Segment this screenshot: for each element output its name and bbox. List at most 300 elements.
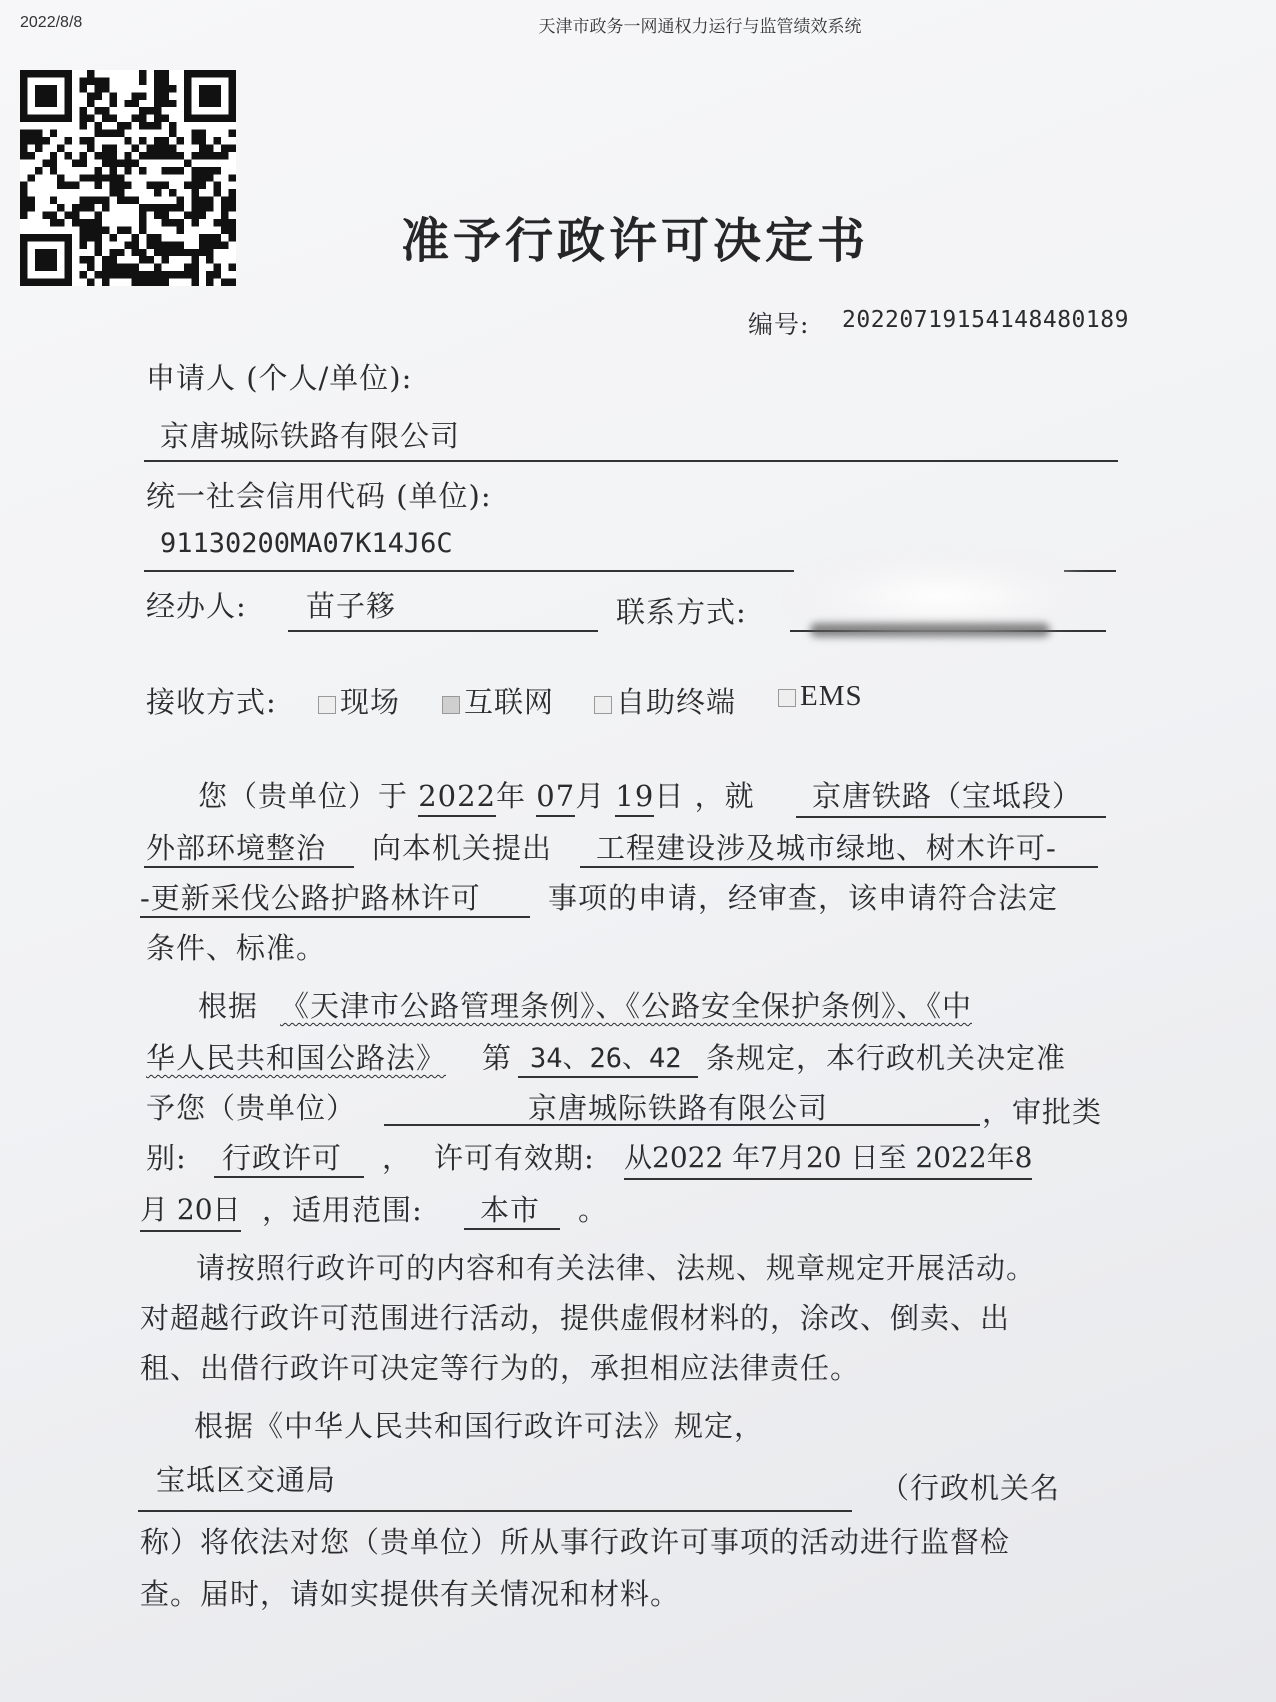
checkbox-onsite[interactable] <box>318 696 336 714</box>
qr-module <box>184 271 191 278</box>
text: 您（贵单位）于 <box>198 779 409 813</box>
qr-module <box>20 204 27 211</box>
qr-module <box>147 204 154 211</box>
qr-module <box>176 271 183 278</box>
qr-module <box>80 159 87 166</box>
qr-module <box>27 174 34 181</box>
qr-module <box>117 159 124 166</box>
qr-module <box>124 264 131 271</box>
qr-module <box>191 152 198 159</box>
qr-module <box>102 279 109 286</box>
qr-module <box>80 115 87 122</box>
qr-module <box>124 100 131 107</box>
qr-module <box>65 182 72 189</box>
qr-module <box>206 152 213 159</box>
qr-module <box>124 159 131 166</box>
qr-module <box>94 152 101 159</box>
qr-module <box>57 182 64 189</box>
qr-module <box>221 197 228 204</box>
qr-module <box>169 100 176 107</box>
para2-text-b: 第 <box>482 1041 513 1075</box>
qr-module <box>117 189 124 196</box>
receive-option-onsite[interactable] <box>318 680 400 721</box>
qr-module <box>162 137 169 144</box>
qr-module <box>162 271 169 278</box>
scope-underline <box>464 1228 560 1230</box>
qr-module <box>80 226 87 233</box>
qr-module <box>20 182 27 189</box>
qr-module <box>199 144 206 151</box>
qr-module <box>147 241 154 248</box>
para3-line3: 租、出借行政许可决定等行为的，承担相应法律责任。 <box>140 1351 861 1385</box>
qr-module <box>154 249 161 256</box>
qr-module <box>191 271 198 278</box>
qr-module <box>154 241 161 248</box>
qr-module <box>154 152 161 159</box>
qr-module <box>20 152 27 159</box>
qr-module <box>147 234 154 241</box>
qr-module <box>94 107 101 114</box>
qr-module <box>72 212 79 219</box>
qr-module <box>214 167 221 174</box>
qr-module <box>221 204 228 211</box>
redacted-contact-shadow <box>810 623 1050 637</box>
qr-module <box>27 152 34 159</box>
qr-module <box>87 70 94 77</box>
qr-module <box>154 234 161 241</box>
qr-module <box>191 137 198 144</box>
qr-module <box>124 241 131 248</box>
qr-module <box>199 174 206 181</box>
qr-module <box>162 100 169 107</box>
qr-module <box>20 189 27 196</box>
qr-module <box>229 279 236 286</box>
qr-module <box>117 264 124 271</box>
qr-module <box>87 219 94 226</box>
qr-module <box>139 219 146 226</box>
qr-module <box>139 115 146 122</box>
qr-module <box>50 212 57 219</box>
qr-module <box>191 197 198 204</box>
qr-module <box>154 92 161 99</box>
qr-module <box>94 249 101 256</box>
qr-module <box>221 219 228 226</box>
qr-module <box>154 115 161 122</box>
qr-module <box>162 167 169 174</box>
qr-module <box>139 107 146 114</box>
qr-module <box>229 234 236 241</box>
qr-module <box>87 92 94 99</box>
qr-module <box>162 77 169 84</box>
grantee-name: 京唐城际铁路有限公司 <box>528 1091 829 1125</box>
qr-module <box>147 144 154 151</box>
qr-module <box>139 122 146 129</box>
qr-module <box>94 197 101 204</box>
qr-module <box>94 271 101 278</box>
receive-option-internet[interactable] <box>442 680 554 721</box>
qr-module <box>147 122 154 129</box>
qr-module <box>20 197 27 204</box>
qr-module <box>154 70 161 77</box>
qr-module <box>124 182 131 189</box>
qr-module <box>169 204 176 211</box>
qr-module <box>147 271 154 278</box>
para4-line4: 查。届时，请如实提供有关情况和材料。 <box>140 1577 681 1611</box>
qr-module <box>147 256 154 263</box>
qr-module <box>139 92 146 99</box>
qr-module <box>132 115 139 122</box>
qr-module <box>27 197 34 204</box>
agency-name: 宝坻区交通局 <box>156 1463 337 1497</box>
qr-module <box>80 241 87 248</box>
qr-module <box>162 182 169 189</box>
qr-module <box>184 249 191 256</box>
qr-module <box>184 159 191 166</box>
checkbox-kiosk[interactable] <box>594 696 612 714</box>
qr-module <box>109 256 116 263</box>
qr-module <box>162 70 169 77</box>
approval-category: 行政许可 <box>222 1141 343 1175</box>
qr-module <box>94 92 101 99</box>
qr-module <box>169 189 176 196</box>
qr-module <box>132 159 139 166</box>
receive-option-ems[interactable] <box>778 680 863 713</box>
qr-finder-top-left <box>20 70 72 122</box>
qr-module <box>50 167 57 174</box>
qr-module <box>132 279 139 286</box>
para1-text-c: 事项的申请，经审查，该申请符合法定 <box>548 881 1059 915</box>
qr-module <box>191 256 198 263</box>
qr-module <box>214 219 221 226</box>
grantee-underline <box>384 1124 980 1126</box>
qr-module <box>214 241 221 248</box>
qr-module <box>229 219 236 226</box>
qr-finder-bottom-left <box>20 234 72 286</box>
receive-option-label: EMS <box>800 680 863 712</box>
qr-module <box>147 182 154 189</box>
qr-module <box>117 249 124 256</box>
category-underline <box>214 1176 364 1178</box>
qr-module <box>199 249 206 256</box>
qr-module <box>154 271 161 278</box>
qr-module <box>102 204 109 211</box>
qr-module <box>199 204 206 211</box>
qr-module <box>109 249 116 256</box>
qr-module <box>139 279 146 286</box>
qr-module <box>206 144 213 151</box>
qr-module <box>199 197 206 204</box>
qr-module <box>214 234 221 241</box>
para1-text-d: 条件、标准。 <box>146 931 327 965</box>
qr-module <box>57 144 64 151</box>
qr-module <box>124 226 131 233</box>
qr-module <box>80 137 87 144</box>
qr-module <box>102 85 109 92</box>
qr-module <box>139 226 146 233</box>
qr-module <box>87 226 94 233</box>
text: 月 <box>575 779 606 813</box>
qr-module <box>50 159 57 166</box>
qr-module <box>229 144 236 151</box>
item-underline-1 <box>580 866 1098 868</box>
qr-module <box>117 122 124 129</box>
qr-module <box>191 174 198 181</box>
qr-module <box>154 85 161 92</box>
qr-module <box>139 204 146 211</box>
qr-module <box>20 130 27 137</box>
qr-module <box>199 130 206 137</box>
item-underline-2 <box>140 916 530 918</box>
qr-module <box>191 212 198 219</box>
print-date: 2022/8/8 <box>20 14 83 31</box>
qr-module <box>94 226 101 233</box>
qr-module <box>109 167 116 174</box>
qr-module <box>214 189 221 196</box>
qr-module <box>109 264 116 271</box>
qr-module <box>229 204 236 211</box>
qr-module <box>94 212 101 219</box>
qr-module <box>117 130 124 137</box>
qr-module <box>154 182 161 189</box>
qr-module <box>169 130 176 137</box>
qr-module <box>169 144 176 151</box>
number-label: 编号: <box>748 310 810 339</box>
qr-finder-top-right <box>184 70 236 122</box>
qr-module <box>199 137 206 144</box>
qr-module <box>87 137 94 144</box>
qr-module <box>109 100 116 107</box>
qr-module <box>206 271 213 278</box>
para2-text-d: 予您（贵单位） <box>146 1091 357 1125</box>
qr-module <box>102 159 109 166</box>
qr-module <box>199 167 206 174</box>
receive-option-label: 互联网 <box>464 685 555 719</box>
qr-module <box>199 212 206 219</box>
qr-module <box>94 241 101 248</box>
qr-module <box>80 107 87 114</box>
para2-text-f: 别: <box>146 1141 187 1175</box>
qr-module <box>132 92 139 99</box>
qr-module <box>132 144 139 151</box>
qr-module <box>80 271 87 278</box>
law-citation-2: 华人民共和国公路法》 <box>146 1041 447 1075</box>
qr-module <box>154 189 161 196</box>
qr-module <box>206 174 213 181</box>
qr-module <box>87 234 94 241</box>
qr-module <box>206 241 213 248</box>
qr-module <box>154 137 161 144</box>
qr-module <box>206 197 213 204</box>
checkbox-ems[interactable] <box>778 689 796 707</box>
qr-module <box>109 174 116 181</box>
receive-option-kiosk[interactable] <box>594 680 736 721</box>
number-value: 20220719154148480189 <box>842 307 1129 333</box>
qr-module <box>169 85 176 92</box>
qr-module <box>94 219 101 226</box>
para2-text-c: 条规定，本行政机关决定准 <box>706 1041 1067 1075</box>
project-underline-1 <box>796 816 1106 818</box>
qr-module <box>94 167 101 174</box>
qr-module <box>124 122 131 129</box>
qr-module <box>50 152 57 159</box>
qr-module <box>176 241 183 248</box>
qr-module <box>191 219 198 226</box>
qr-module <box>162 249 169 256</box>
para4-line2: （行政机关名 <box>880 1471 1061 1505</box>
qr-module <box>109 159 116 166</box>
applicant-underline <box>144 460 1118 462</box>
qr-module <box>184 264 191 271</box>
handler-label: 经办人: <box>146 589 247 623</box>
qr-module <box>94 174 101 181</box>
qr-module <box>139 77 146 84</box>
qr-module <box>176 197 183 204</box>
qr-module <box>199 182 206 189</box>
applicant-label: 申请人 (个人/单位): <box>146 361 413 395</box>
qr-module <box>162 279 169 286</box>
qr-module <box>147 152 154 159</box>
qr-module <box>65 137 72 144</box>
checkbox-internet[interactable] <box>442 696 460 714</box>
qr-module <box>117 226 124 233</box>
qr-module <box>72 182 79 189</box>
qr-module <box>87 264 94 271</box>
qr-module <box>94 122 101 129</box>
qr-module <box>154 122 161 129</box>
qr-module <box>139 167 146 174</box>
qr-module <box>206 167 213 174</box>
project-name-part1: 京唐铁路（宝坻段） <box>812 779 1083 813</box>
qr-module <box>50 219 57 226</box>
qr-module <box>214 264 221 271</box>
qr-module <box>132 234 139 241</box>
qr-module <box>139 249 146 256</box>
para2-text-g: ， <box>382 1141 413 1175</box>
qr-module <box>109 234 116 241</box>
qr-module <box>214 137 221 144</box>
qr-module <box>169 219 176 226</box>
para2-text-j: 。 <box>578 1193 609 1227</box>
qr-module <box>65 152 72 159</box>
qr-module <box>132 100 139 107</box>
qr-module <box>214 182 221 189</box>
item-name-part2: -更新采伐公路护路林许可 <box>140 881 481 915</box>
qr-module <box>72 159 79 166</box>
qr-module <box>132 241 139 248</box>
qr-module <box>206 279 213 286</box>
qr-module <box>214 152 221 159</box>
qr-module <box>27 137 34 144</box>
qr-module <box>147 107 154 114</box>
qr-module <box>109 144 116 151</box>
qr-module <box>35 144 42 151</box>
apply-month: 07 <box>536 779 575 817</box>
qr-module <box>20 144 27 151</box>
qr-module <box>80 77 87 84</box>
qr-module <box>191 182 198 189</box>
qr-module <box>124 152 131 159</box>
document-title: 准予行政许可决定书 <box>400 213 869 269</box>
qr-module <box>162 152 169 159</box>
qr-module <box>109 115 116 122</box>
qr-module <box>191 130 198 137</box>
qr-module <box>124 197 131 204</box>
qr-module <box>176 167 183 174</box>
qr-module <box>229 189 236 196</box>
qr-module <box>139 152 146 159</box>
qr-module <box>80 219 87 226</box>
qr-module <box>50 197 57 204</box>
qr-module <box>132 249 139 256</box>
qr-module <box>154 204 161 211</box>
qr-module <box>80 85 87 92</box>
system-name: 天津市政务一网通权力运行与监管绩效系统 <box>538 17 862 37</box>
validity-period-part2: 月 20日 <box>140 1188 241 1232</box>
qr-module <box>154 100 161 107</box>
qr-module <box>65 212 72 219</box>
apply-day: 19 <box>615 779 654 817</box>
qr-module <box>162 204 169 211</box>
qr-module <box>221 144 228 151</box>
qr-module <box>162 115 169 122</box>
qr-module <box>176 152 183 159</box>
qr-module <box>229 226 236 233</box>
qr-module <box>57 174 64 181</box>
qr-module <box>102 226 109 233</box>
credit-code-value: 91130200MA07K14J6C <box>160 528 453 559</box>
para2-text-i: ，适用范围: <box>262 1193 423 1227</box>
qr-module <box>162 219 169 226</box>
qr-module <box>102 264 109 271</box>
qr-module <box>191 204 198 211</box>
qr-module <box>87 174 94 181</box>
qr-module <box>221 241 228 248</box>
qr-module <box>162 92 169 99</box>
qr-module <box>154 144 161 151</box>
para4-line1: 根据《中华人民共和国行政许可法》规定， <box>194 1409 765 1443</box>
qr-module <box>87 100 94 107</box>
qr-module <box>169 152 176 159</box>
qr-module <box>139 256 146 263</box>
qr-module <box>109 189 116 196</box>
qr-module <box>162 85 169 92</box>
qr-module <box>162 256 169 263</box>
qr-module <box>109 130 116 137</box>
qr-module <box>169 249 176 256</box>
qr-module <box>199 234 206 241</box>
qr-module <box>206 204 213 211</box>
qr-module <box>94 182 101 189</box>
qr-module <box>20 212 27 219</box>
qr-module <box>176 226 183 233</box>
para1-line1 <box>198 774 755 815</box>
qr-module <box>229 130 236 137</box>
handler-underline <box>288 630 598 632</box>
qr-module <box>87 204 94 211</box>
qr-module <box>109 182 116 189</box>
qr-module <box>102 77 109 84</box>
qr-module <box>102 197 109 204</box>
qr-module <box>87 115 94 122</box>
qr-module <box>80 204 87 211</box>
para1-text-b: 向本机关提出 <box>372 831 553 865</box>
para2-text-a: 根据 <box>198 989 259 1023</box>
article-underline <box>518 1076 698 1078</box>
qr-module <box>80 122 87 129</box>
qr-module <box>214 271 221 278</box>
qr-module <box>162 212 169 219</box>
qr-module <box>80 197 87 204</box>
